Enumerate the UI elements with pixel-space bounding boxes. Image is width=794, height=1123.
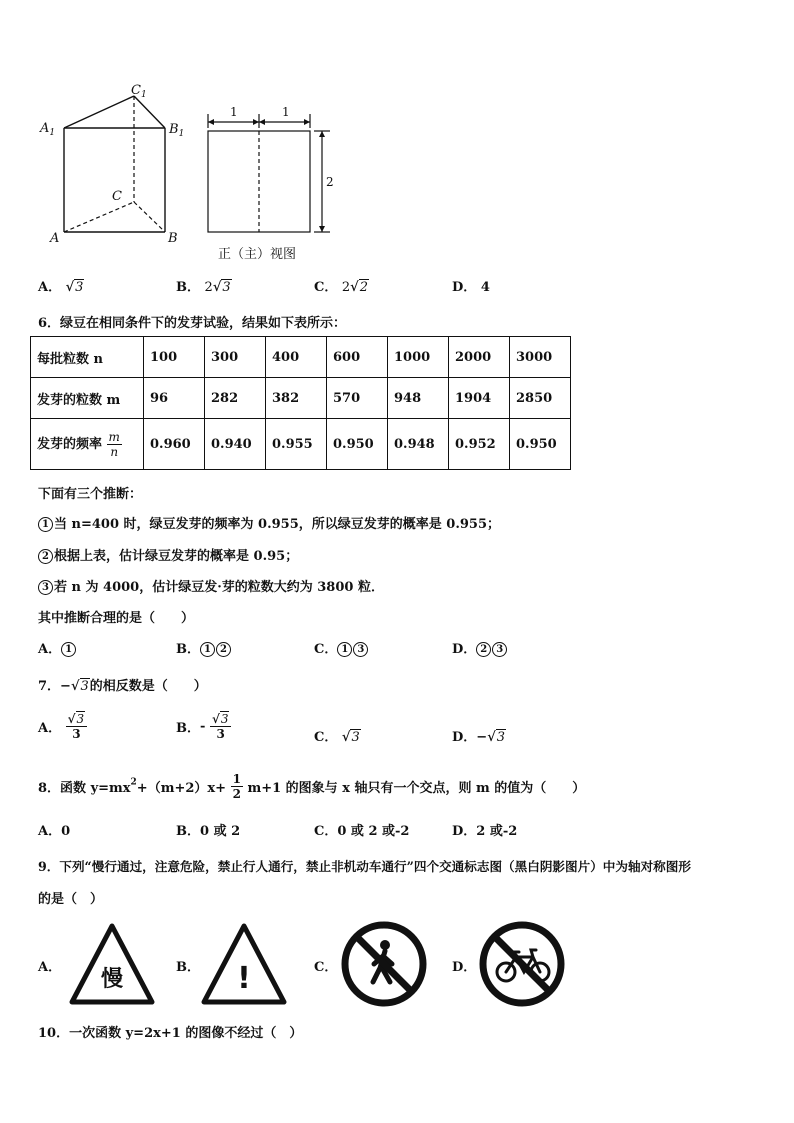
q6-inference-2: 2 根据上表，估计绿豆发芽的概率是 0.95；: [38, 545, 298, 564]
sign-warning-icon: [200, 922, 288, 1006]
q9-option-b-label[interactable]: B．: [176, 960, 200, 975]
q6-option-c[interactable]: C． 1 3: [314, 638, 369, 657]
q6-question: 其中推断合理的是（ ）: [38, 611, 195, 626]
label-a: A: [50, 231, 60, 246]
q7-option-d[interactable]: D．−√3: [452, 730, 506, 745]
q5-option-c[interactable]: C． 2√2: [314, 280, 368, 295]
sign-slow-icon: [68, 922, 156, 1006]
front-view-caption: 正（主）视图: [218, 247, 297, 262]
front-view-figure: [200, 96, 340, 236]
q6-inference-3: 3 若 n 为 4000，估计绿豆发·芽的粒数大约为 3800 粒．: [38, 576, 384, 595]
q7-option-b[interactable]: B．- $\frac{√3}{3}$: [176, 712, 231, 741]
dim-left: 1: [230, 105, 238, 119]
q6-option-d[interactable]: D． 2 3: [452, 638, 508, 657]
q8-stem: 8．函数 $y=mx^2+(m+2)x+$ $\frac{1}{2}$ m+1 的图象与 x 轴只有一个交点，则 m 的值为（ ）: [38, 772, 586, 801]
q6-intro: 下面有三个推断：: [38, 487, 143, 502]
q9-option-a-label[interactable]: A．: [38, 960, 62, 975]
table-row: 发芽的频率 $\frac{m}{n}$ 0.960 0.940 0.955 0.950 0.948 0.952 0.950: [31, 419, 571, 470]
q5-option-d[interactable]: D． 4: [452, 280, 490, 295]
label-c: C: [112, 189, 122, 204]
no-pedestrian-icon: [340, 920, 428, 1008]
q5-option-b[interactable]: B． 2√3: [176, 280, 231, 295]
q9-stem-line1: 9．下列“慢行通过，注意危险，禁止行人通行，禁止非机动车通行”四个交通标志图（黑白阴影图片）中为轴对称图形: [38, 859, 691, 874]
dim-right: 1: [282, 105, 290, 119]
q7-stem: 7．−√3的相反数是（ ）: [38, 679, 207, 694]
label-a1: $A_1$: [40, 121, 56, 138]
q8-option-a[interactable]: A．0: [38, 824, 71, 839]
q6-option-a[interactable]: A． 1: [38, 638, 77, 657]
q5-option-a[interactable]: A． √3: [38, 280, 84, 295]
table-row: 每批粒数 n 100 300 400 600 1000 2000 3000: [31, 337, 571, 378]
q6-inference-1: 1 当 n=400 时，绿豆发芽的频率为 0.955，所以绿豆发芽的概率是 0.955；: [38, 513, 500, 532]
row-label: 发芽的频率 $\frac{m}{n}$: [31, 419, 144, 470]
q8-option-b[interactable]: B．0 或 2: [176, 824, 241, 839]
label-b1: $B_1$: [169, 122, 185, 139]
q6-option-b[interactable]: B． 1 2: [176, 638, 232, 657]
q9-stem-line2: 的是（ ）: [38, 892, 104, 907]
germination-table: [30, 336, 571, 470]
svg-text:!: !: [237, 961, 251, 996]
q7-option-c[interactable]: C． √3: [314, 730, 360, 745]
q9-option-d-label[interactable]: D．: [452, 960, 477, 975]
label-c1: $C_1$: [131, 83, 147, 100]
prism-figure: [30, 80, 200, 250]
dim-height: 2: [326, 175, 334, 189]
label-b: B: [168, 231, 178, 246]
q10-stem: 10．一次函数 y=2x+1 的图像不经过（ ）: [38, 1026, 303, 1041]
row-label: 发芽的粒数 m: [31, 378, 144, 419]
q8-option-d[interactable]: D．2 或-2: [452, 824, 518, 839]
q6-stem: 6．绿豆在相同条件下的发芽试验，结果如下表所示：: [38, 316, 347, 331]
q9-option-c-label[interactable]: C．: [314, 960, 338, 975]
row-label: 每批粒数 n: [31, 337, 144, 378]
no-bicycle-icon: [478, 920, 566, 1008]
table-row: 发芽的粒数 m 96 282 382 570 948 1904 2850: [31, 378, 571, 419]
q7-option-a[interactable]: A． $\frac{√3}{3}$: [38, 712, 87, 741]
q8-option-c[interactable]: C．0 或 2 或-2: [314, 824, 410, 839]
svg-text:慢: 慢: [100, 967, 124, 992]
